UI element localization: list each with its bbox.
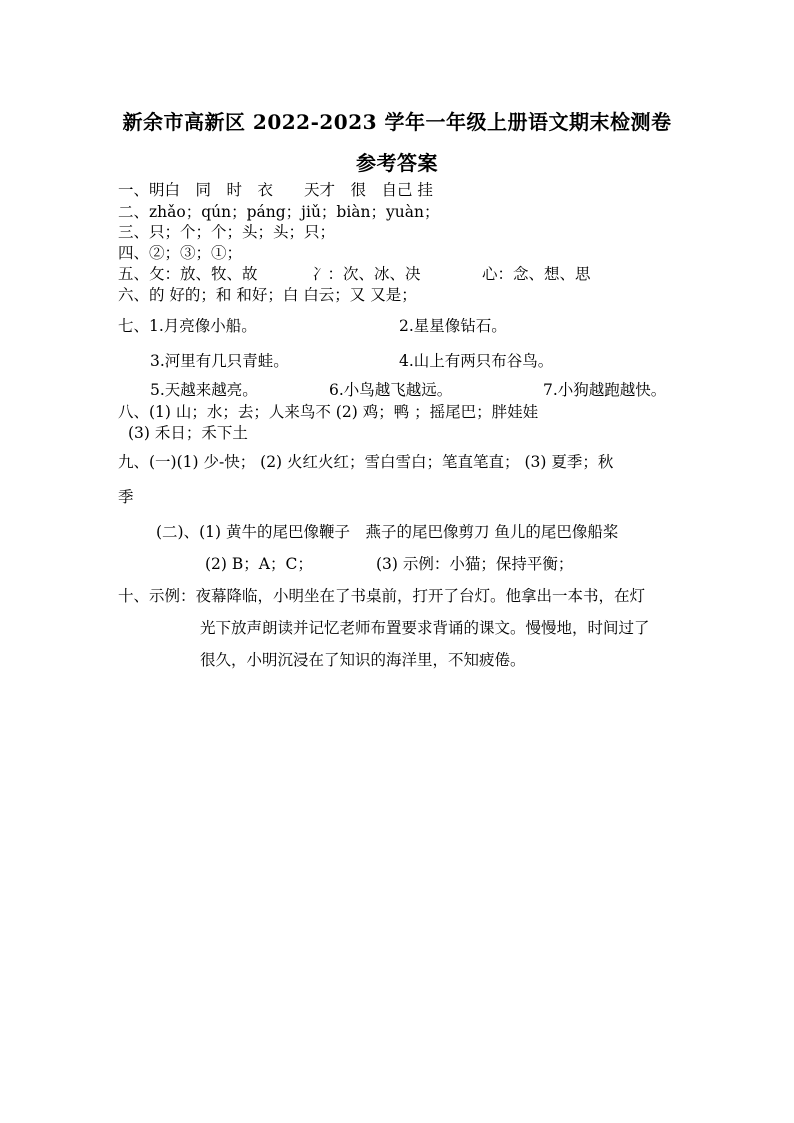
answer-q7-sentence-5: 5.天越来越亮。 (150, 381, 258, 399)
answer-q5-part-c: 心：念、想、思 (482, 265, 591, 283)
answer-q9-line-3: (二)、(1) 黄牛的尾巴像鞭子 燕子的尾巴像剪刀 鱼儿的尾巴像船桨 (156, 523, 619, 541)
answer-q7-sentence-2: 2.星星像钻石。 (399, 317, 507, 335)
answer-q7-sentence-7: 7.小狗越跑越快。 (543, 381, 667, 399)
answer-q7-sentence-3: 3.河里有几只青蛙。 (150, 352, 289, 370)
answer-q7-sentence-6: 6.小鸟越飞越远。 (329, 381, 453, 399)
answer-q9-line-4b: (3) 示例：小猫；保持平衡； (376, 555, 574, 573)
answer-q8-line-1: 八、(1) 山；水；去；人来鸟不 (2) 鸡；鸭 ；摇尾巴；胖娃娃 (118, 403, 539, 421)
answer-q5-part-b: 冫：次、冰、决 (312, 265, 421, 283)
answer-q9-line-2: 季 (118, 488, 134, 506)
answer-q9-line-4a: (2) B；A；C； (205, 555, 313, 573)
answer-q6: 六、的 好的；和 和好；白 白云；又 又是； (118, 286, 417, 304)
answer-q10-line-3: 很久，小明沉浸在了知识的海洋里，不知疲倦。 (200, 651, 526, 669)
answer-q9-line-1: 九、(一)(1) 少-快； (2) 火红火红；雪白雪白；笔直笔直； (3) 夏季；秋 (118, 453, 614, 471)
answer-q5-part-a: 五、攵：放、牧、故 (118, 265, 258, 283)
answer-q1: 一、明白 同 时 衣 天才 很 自己 挂 (118, 181, 433, 199)
answer-q10-line-1: 十、示例：夜幕降临，小明坐在了书桌前，打开了台灯。他拿出一本书，在灯 (118, 587, 646, 605)
answer-q2: 二、zhǎo；qún；páng；jiǔ；biàn；yuàn； (118, 203, 440, 221)
document-subtitle: 参考答案 (356, 151, 438, 175)
answer-q3: 三、只；个；个；头；头；只； (118, 223, 336, 241)
answer-q7-sentence-1: 七、1.月亮像小船。 (118, 317, 257, 335)
answer-q10-line-2: 光下放声朗读并记忆老师布置要求背诵的课文。慢慢地，时间过了 (200, 619, 650, 637)
document-title: 新余市高新区 2022-2023 学年一年级上册语文期末检测卷 (122, 110, 672, 134)
answer-q4: 四、②；③；①； (118, 244, 243, 262)
answer-q7-sentence-4: 4.山上有两只布谷鸟。 (399, 352, 554, 370)
answer-q8-line-2: (3) 禾日；禾下土 (128, 424, 248, 442)
